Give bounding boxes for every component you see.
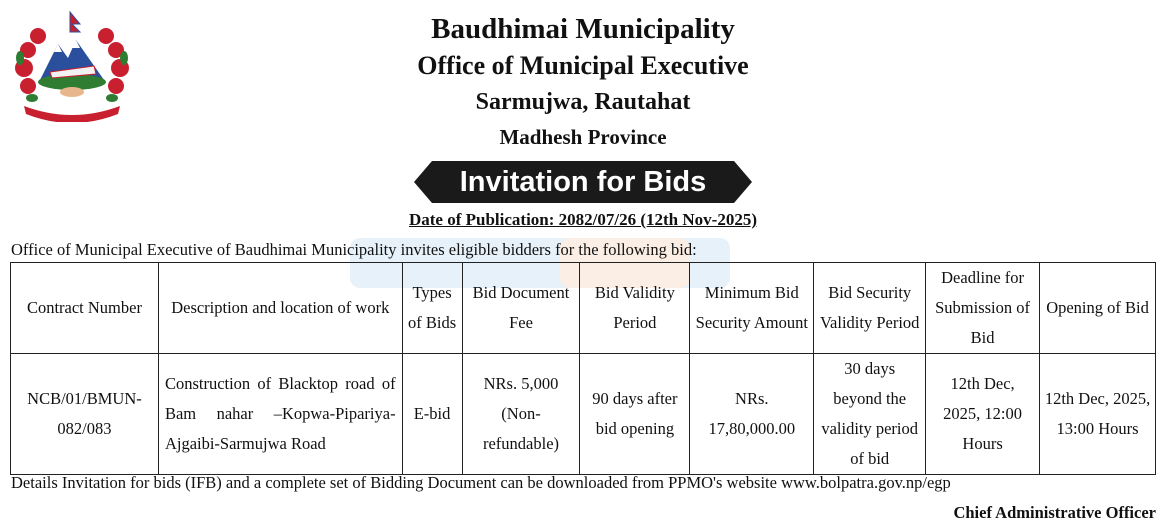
cell-opening-time: 12th Dec, 2025, 13:00 Hours — [1040, 354, 1156, 475]
header-description: Description and location of work — [158, 263, 402, 354]
table-row — [11, 354, 1156, 475]
bid-table — [10, 262, 1156, 475]
cell-description: Construction of Blacktop road of Bam nahar –Kopwa-Pipariya-Ajgaibi-Sarmujwa Road — [158, 354, 402, 475]
cell-security-amount: NRs. 17,80,000.00 — [690, 354, 814, 475]
notice-header — [0, 10, 1166, 154]
cell-document-fee: NRs. 5,000 (Non-refundable) — [462, 354, 580, 475]
intro-text: Office of Municipal Executive of Baudhimai Municipality invites eligible bidders for the following bid: — [11, 240, 697, 259]
header-min-bid-security: Minimum Bid Security Amount — [690, 263, 814, 354]
cell-bid-type: E-bid — [402, 354, 462, 475]
notice-title: Invitation for Bids — [459, 166, 707, 198]
cell-validity-period: 90 days after bid opening — [580, 354, 690, 475]
publication-date: Date of Publication: 2082/07/26 (12th Nov-2025) — [408, 210, 757, 229]
table-header-row — [11, 263, 1156, 354]
header-contract-number: Contract Number — [11, 263, 159, 354]
header-opening-of-bid: Opening of Bid — [1040, 263, 1156, 354]
cell-contract-number: NCB/01/BMUN-082/083 — [11, 354, 159, 475]
municipality-name: Baudhimai Municipality — [431, 13, 735, 45]
header-submission-deadline: Deadline for Submission of Bid — [926, 263, 1040, 354]
province-name: Madhesh Province — [499, 125, 667, 149]
cell-submission-deadline: 12th Dec, 2025, 12:00 Hours — [926, 354, 1040, 475]
office-location: Sarmujwa, Rautahat — [475, 89, 691, 115]
header-bid-document-fee: Bid Document Fee — [462, 263, 580, 354]
download-details: Details Invitation for bids (IFB) and a complete set of Bidding Document can be downloaded from PPMO's website www.bolpatra.gov.np/egp — [11, 473, 951, 492]
header-bid-security-validity: Bid Security Validity Period — [814, 263, 926, 354]
cell-security-validity: 30 days beyond the validity period of bid — [814, 354, 926, 475]
office-name: Office of Municipal Executive — [417, 51, 749, 80]
header-types-of-bids: Types of Bids — [402, 263, 462, 354]
signatory-title: Chief Administrative Officer — [953, 503, 1156, 522]
header-bid-validity-period: Bid Validity Period — [580, 263, 690, 354]
